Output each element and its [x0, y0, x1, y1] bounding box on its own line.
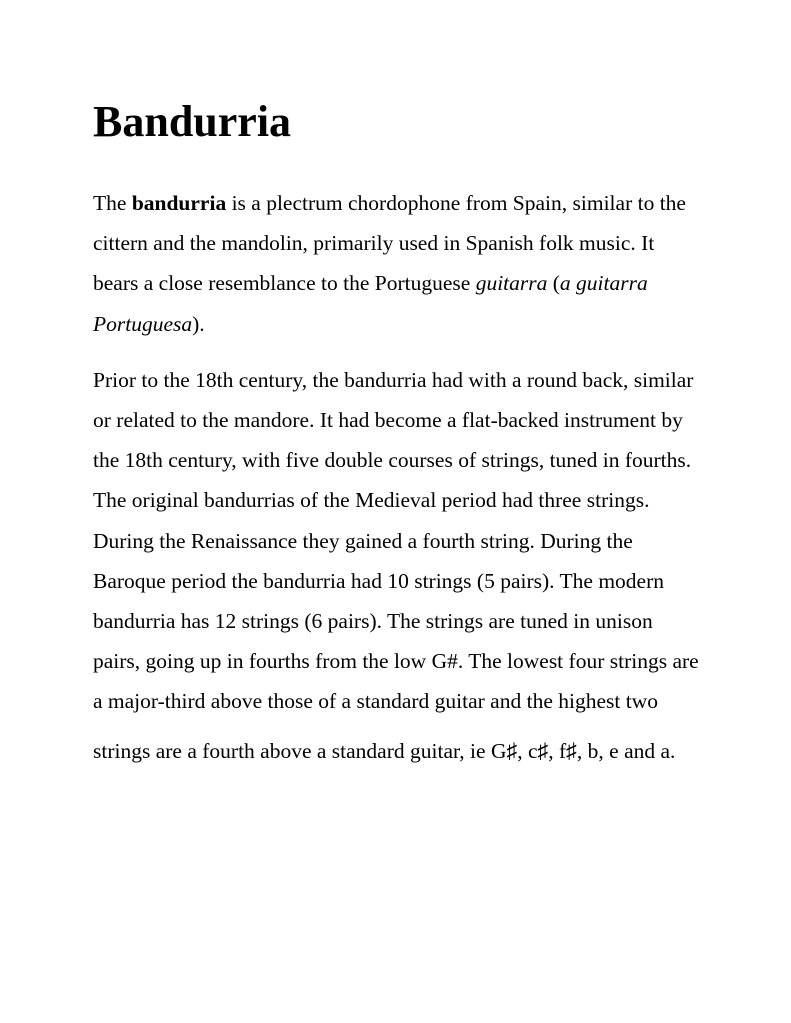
italic-term-guitarra: guitarra — [475, 271, 548, 296]
intro-text-continued: is a plectrum chordophone from Spain, similar to the cittern and the mandolin, primarily used in Spanish folk music. It bears a close resemblance to the Portuguese — [93, 191, 686, 296]
intro-text: The — [93, 191, 132, 215]
history-paragraph — [93, 360, 703, 771]
history-text: Prior to the 18th century, the bandurria had with a round back, similar or related to the mandore. It had become a flat-backed instrument by the 18th century, with five double courses of strings, tuned in fourths. The original bandurrias of the Medieval period had three strings. During the Renaissance they gained a fourth string. During the Baroque period the bandurria had 10 strings (5 pairs). The modern bandurria has 12 strings (6 pairs). The strings are tuned in unison pairs, going up in fourths from the low G#. The lowest four strings are a major-third above those of a standard guitar and the highest two strings are a fourth — [93, 367, 699, 763]
tuning-line: above a standard guitar, ie G♯, c♯, f♯, b, e and a. — [260, 738, 676, 763]
intro-paragraph — [93, 183, 703, 344]
close-paren: ). — [192, 311, 205, 336]
italic-term-guitarra-portuguesa: a guitarra Portuguesa — [93, 271, 648, 336]
article — [93, 96, 703, 771]
bold-term: bandurria — [131, 191, 227, 215]
page-title: Bandurria — [93, 97, 292, 146]
open-paren: ( — [547, 271, 560, 296]
